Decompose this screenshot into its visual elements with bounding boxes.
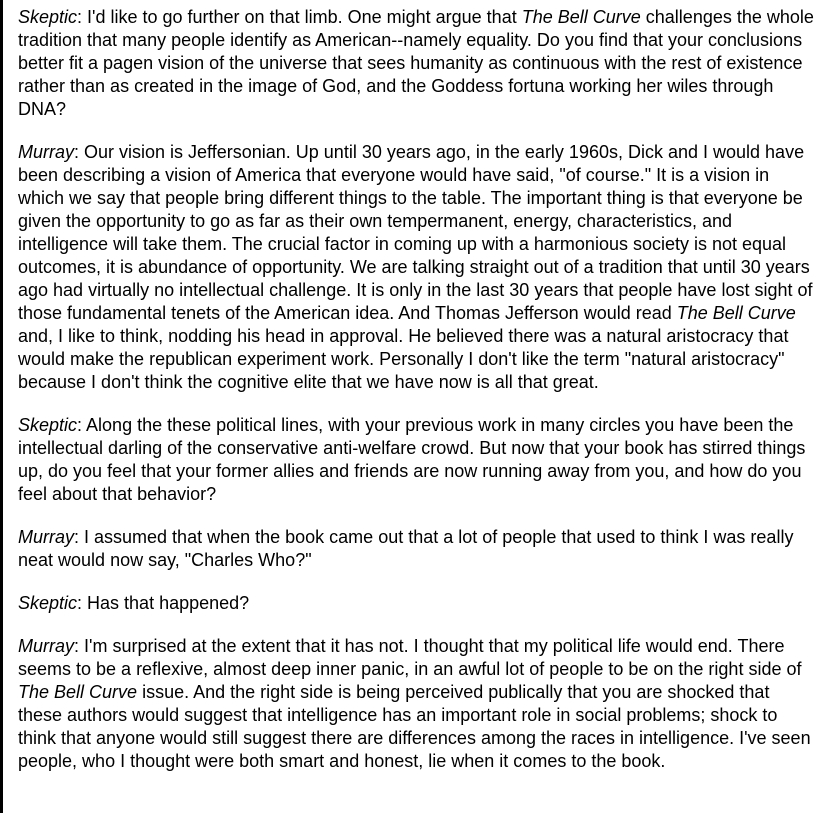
interview-transcript: [18, 6, 818, 793]
paragraph-text: and, I like to think, nodding his head in approval. He believed there was a natural aristocracy that would make the republican experiment work. Personally I don't like the term "natural aristocracy" because I don't think the cognitive elite that we have now is all that great.: [18, 326, 789, 392]
book-title: The Bell Curve: [18, 682, 138, 702]
paragraph-text: : I assumed that when the book came out that a lot of people that used to think I was really neat would now say, "Charles Who?": [18, 527, 794, 570]
paragraph-text: issue. And the right side is being perceived publically that you are shocked that these authors would suggest that intelligence has an important role in social problems; shock to think that anyone would still suggest there are differences among the races in intelligence. I've seen people, who I thought were both smart and honest, lie when it comes to the book.: [18, 682, 811, 771]
speaker-name: Skeptic: [18, 7, 78, 27]
book-title: The Bell Curve: [676, 303, 796, 323]
transcript-paragraph: [18, 526, 818, 572]
speaker-name: Murray: [18, 527, 75, 547]
book-title: The Bell Curve: [521, 7, 641, 27]
speaker-name: Murray: [18, 142, 75, 162]
transcript-paragraph: [18, 635, 818, 773]
speaker-name: Skeptic: [18, 593, 78, 613]
left-border-rule: [0, 0, 3, 813]
transcript-paragraph: [18, 6, 818, 121]
paragraph-text: : Our vision is Jeffersonian. Up until 30 years ago, in the early 1960s, Dick and I would have been describing a vision of America that everyone would have said, "of course." It is a vision in which we say that people bring different things to the table. The important thing is that everyone be given the opportunity to go as far as their own tempermanent, energy, characteristics, and intelligence will take them. The crucial factor in coming up with a harmonious society is not equal outcomes, it is abundance of opportunity. We are talking straight out of a tradition that until 30 years ago had virtually no intellectual challenge. It is only in the last 30 years that people have lost sight of those fundamental tenets of the American idea. And Thomas Jefferson would read: [18, 142, 813, 323]
transcript-paragraph: [18, 141, 818, 394]
paragraph-text: : I'd like to go further on that limb. One might argue that: [77, 7, 522, 27]
paragraph-text: : Along the these political lines, with your previous work in many circles you have been the intellectual darling of the conservative anti-welfare crowd. But now that your book has stirred things up, do you feel that your former allies and friends are now running away from you, and how do you feel about that behavior?: [18, 415, 806, 504]
transcript-paragraph: [18, 592, 818, 615]
paragraph-text: : Has that happened?: [77, 593, 250, 613]
speaker-name: Murray: [18, 636, 75, 656]
speaker-name: Skeptic: [18, 415, 78, 435]
transcript-paragraph: [18, 414, 818, 506]
paragraph-text: challenges the whole tradition that many people identify as American--namely equality. Do you find that your conclusions better fit a pagen vision of the universe that sees humanity as continuous with the rest of existence rather than as created in the image of God, and the Goddess fortuna working her wiles through DNA?: [18, 7, 814, 119]
paragraph-text: : I'm surprised at the extent that it has not. I thought that my political life would end. There seems to be a reflexive, almost deep inner panic, in an awful lot of people to be on the right side of: [18, 636, 802, 679]
